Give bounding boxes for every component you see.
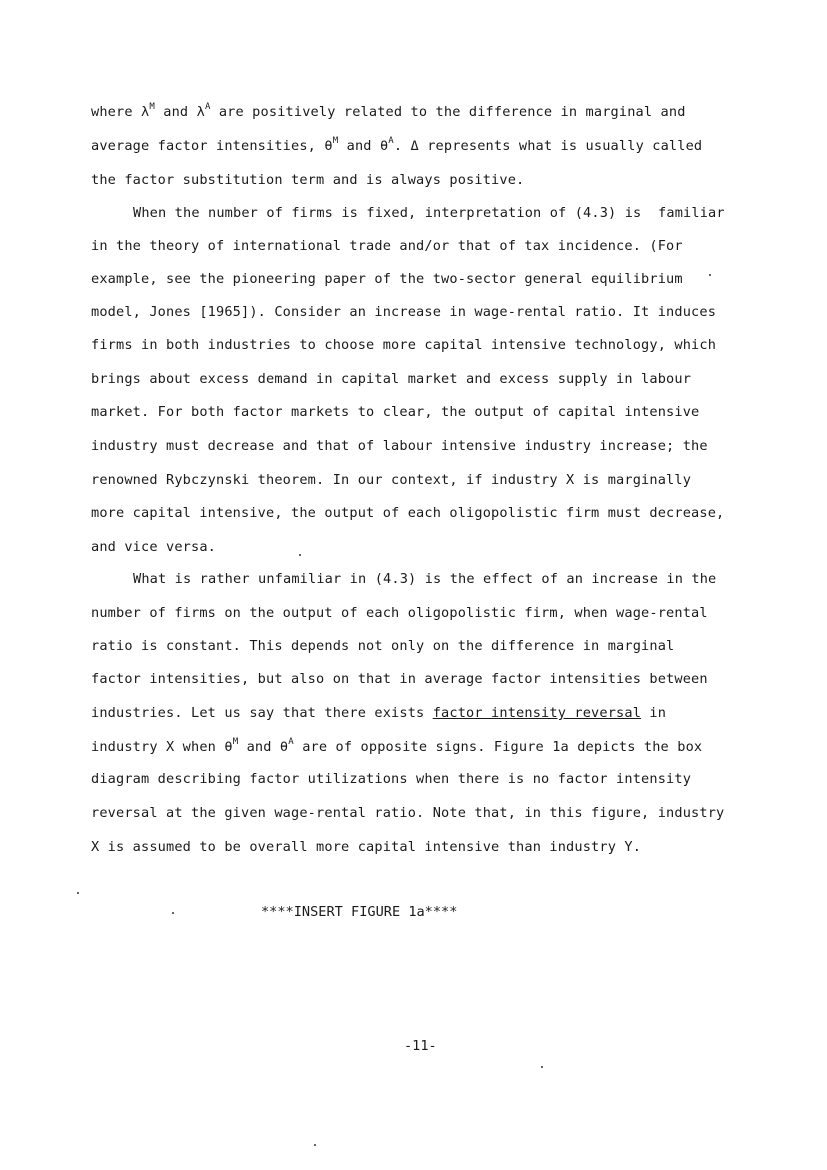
scan-speck	[314, 1144, 316, 1146]
text-line: X is assumed to be overall more capital intensive than industry Y.	[91, 839, 642, 855]
text-line	[91, 705, 666, 721]
scan-speck	[299, 554, 301, 556]
page-number: -11-	[404, 1038, 437, 1054]
text-line: market. For both factor markets to clear, the output of capital intensive	[91, 404, 700, 420]
text-line	[91, 104, 686, 120]
scan-speck	[709, 274, 711, 276]
text-line: and vice versa.	[91, 539, 217, 555]
text-span: are of opposite signs. Figure 1a depicts the box	[293, 739, 703, 755]
text-line: example, see the pioneering paper of the two-sector general equilibrium	[91, 271, 683, 287]
text-line: number of firms on the output of each oligopolistic firm, when wage-rental	[91, 605, 708, 621]
text-line: model, Jones [1965]). Consider an increase in wage-rental ratio. It induces	[91, 304, 717, 320]
text-line: more capital intensive, the output of each oligopolistic firm must decrease,	[91, 505, 725, 521]
text-line: reversal at the given wage-rental ratio. Note that, in this figure, industry	[91, 805, 725, 821]
text-line	[91, 739, 702, 755]
text-line: the factor substitution term and is always positive.	[91, 172, 525, 188]
superscript: M	[232, 737, 239, 747]
scan-speck	[172, 912, 174, 914]
superscript: A	[204, 102, 211, 112]
superscript: A	[388, 136, 394, 146]
text-span: industry X when θ	[91, 739, 233, 755]
text-line: What is rather unfamiliar in (4.3) is the effect of an increase in the	[133, 571, 717, 587]
text-line: renowned Rybczynski theorem. In our context, if industry X is marginally	[91, 472, 692, 488]
text-line	[91, 138, 702, 154]
text-span: average factor intensities, θ	[91, 138, 333, 154]
text-line: ratio is constant. This depends not only on the difference in marginal	[91, 638, 675, 654]
text-span: industries. Let us say that there exists	[91, 705, 433, 721]
text-span: and λ	[154, 104, 205, 120]
text-span: in	[641, 705, 667, 721]
text-line: firms in both industries to choose more capital intensive technology, which	[91, 337, 717, 353]
scan-speck	[77, 892, 79, 894]
text-line: brings about excess demand in capital market and excess supply in labour	[91, 371, 692, 387]
underlined-term: factor intensity reversal	[432, 705, 642, 721]
text-span: and θ	[338, 138, 389, 154]
text-span: where λ	[91, 104, 150, 120]
superscript: M	[149, 102, 155, 112]
insert-figure-marker: ****INSERT FIGURE 1a****	[261, 904, 458, 920]
text-span: and θ	[238, 739, 289, 755]
text-line: industry must decrease and that of labour intensive industry increase; the	[91, 438, 708, 454]
text-span: are positively related to the difference in marginal and	[210, 104, 686, 120]
text-span: . Δ represents what is usually called	[393, 138, 703, 154]
text-line: When the number of firms is fixed, interpretation of (4.3) is familiar	[133, 205, 725, 221]
superscript: A	[288, 737, 294, 747]
text-line: diagram describing factor utilizations when there is no factor intensity	[91, 771, 692, 787]
scan-speck	[541, 1066, 543, 1068]
text-line: in the theory of international trade and/or that of tax incidence. (For	[91, 238, 683, 254]
text-line: factor intensities, but also on that in average factor intensities between	[91, 671, 708, 687]
superscript: M	[332, 136, 339, 146]
